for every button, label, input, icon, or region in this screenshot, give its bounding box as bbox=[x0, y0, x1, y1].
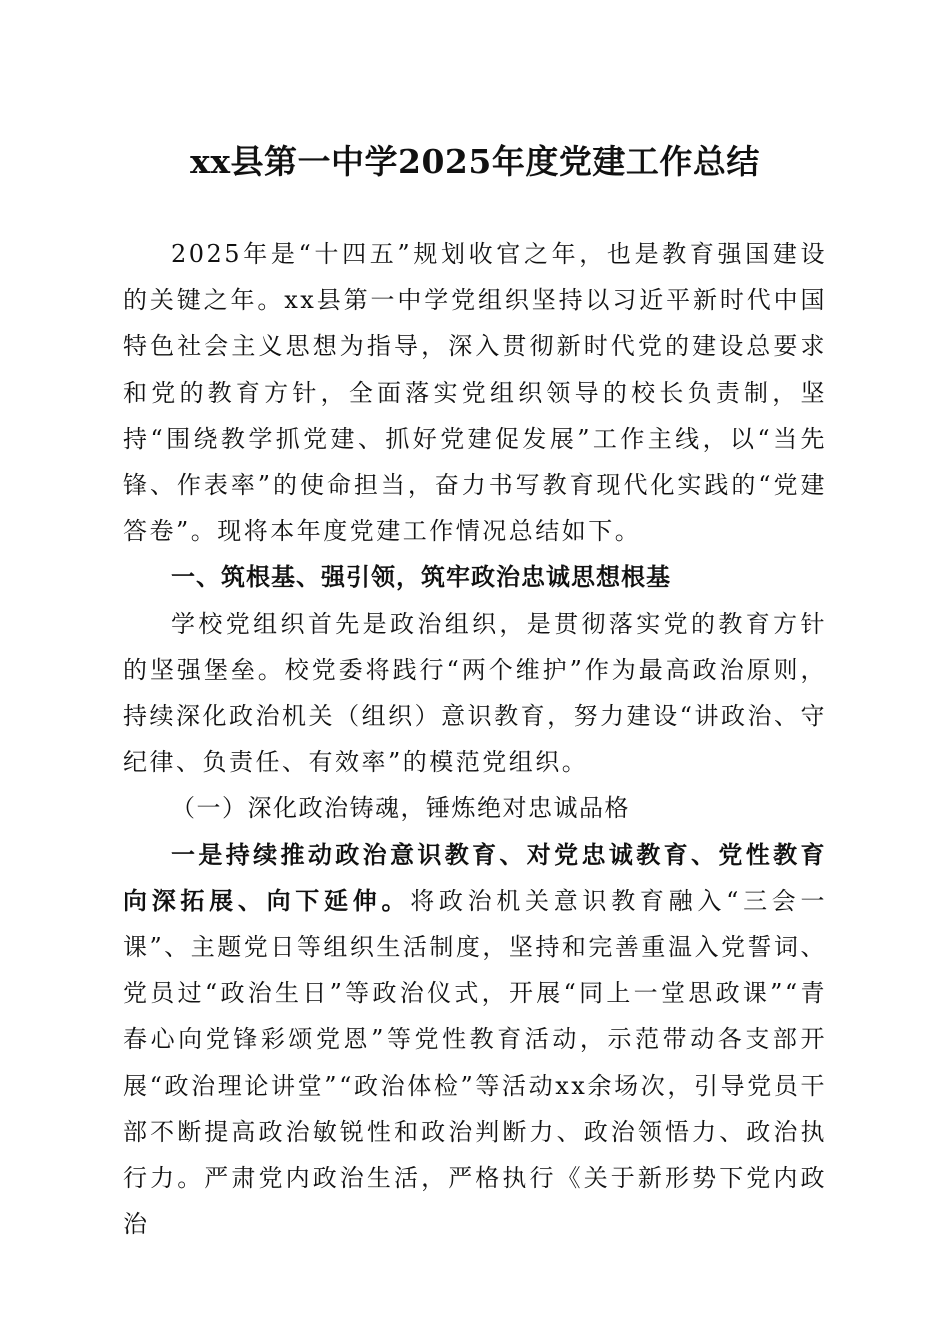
subsection-1-paragraph bbox=[123, 832, 827, 1248]
subsection-1-body: 将政治机关意识教育融入“三会一课”、主题党日等组织生活制度，坚持和完善重温入党誓词、党员过“政治生日”等政治仪式，开展“同上一堂思政课”“青春心向党锋彩颂党恩”等党性教育活动，示范带动各支部开展“政治理论讲堂”“政治体检”等活动xx余场次，引导党员干部不断提高政治敏锐性和政治判断力、政治领悟力、政治执行力。严肃党内政治生活，严格执行《关于新形势下党内政治 bbox=[123, 886, 828, 1239]
intro-paragraph: 2025年是“十四五”规划收官之年，也是教育强国建设的关键之年。xx县第一中学党组织坚持以习近平新时代中国特色社会主义思想为指导，深入贯彻新时代党的建设总要求和党的教育方针，全面落实党组织领导的校长负责制，坚持“围绕教学抓党建、抓好党建促发展”工作主线，以“当先锋、作表率”的使命担当，奋力书写教育现代化实践的“党建答卷”。现将本年度党建工作情况总结如下。 bbox=[123, 240, 827, 546]
document-body bbox=[123, 231, 827, 1247]
document-title: xx县第一中学2025年度党建工作总结 bbox=[190, 142, 760, 181]
section-1-heading: 一、筑根基、强引领，筑牢政治忠诚思想根基 bbox=[171, 563, 671, 592]
subsection-1-lead: 一是持续推动政治意识教育、对党忠诚教育、党性教育向深拓展、向下延伸。 bbox=[123, 839, 827, 915]
subsection-1-heading: （一）深化政治铸魂，锤炼绝对忠诚品格 bbox=[171, 794, 630, 823]
section-1-paragraph: 学校党组织首先是政治组织，是贯彻落实党的教育方针的坚强堡垒。校党委将践行“两个维护”作为最高政治原则，持续深化政治机关（组织）意识教育，努力建设“讲政治、守纪律、负责任、有效率”的模范党组织。 bbox=[123, 609, 827, 777]
